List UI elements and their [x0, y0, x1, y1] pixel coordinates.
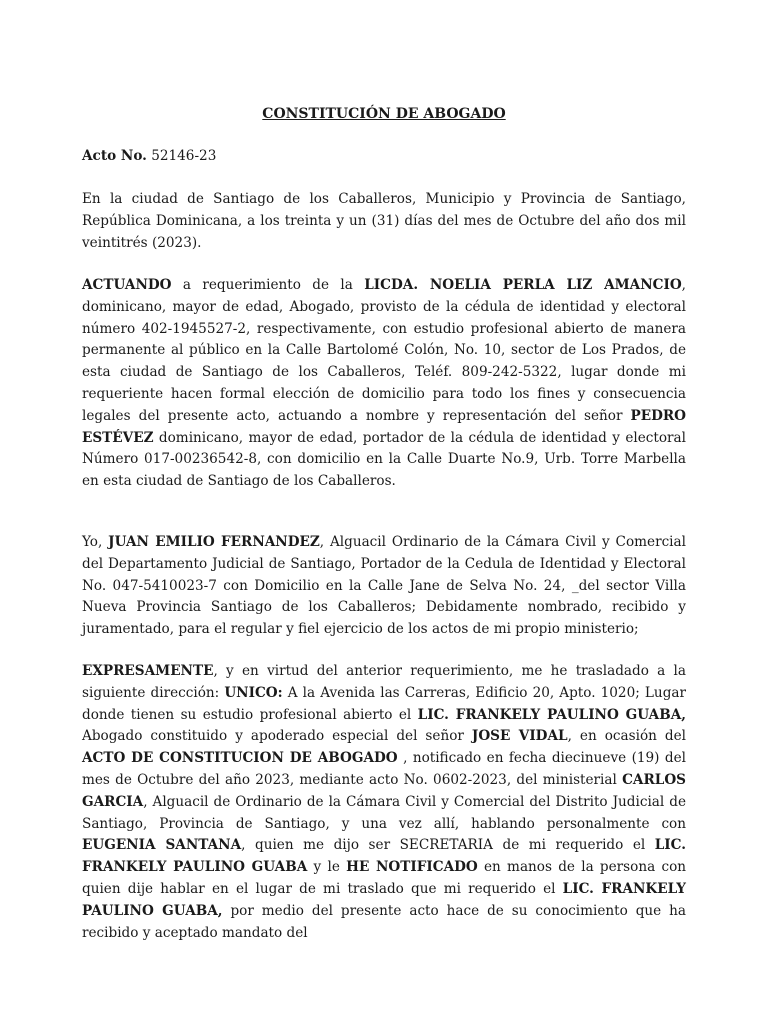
- bold-text: PEDRO ESTÉVEZ: [82, 407, 686, 446]
- body-text: , notificado en fecha diecinueve (19) del mes de Octubre del año 2023, mediante acto No. 0602-2023, del ministerial: [82, 750, 687, 788]
- bold-text: JUAN EMILIO FERNANDEZ: [108, 534, 320, 550]
- document-title: CONSTITUCIÓN DE ABOGADO: [262, 106, 506, 122]
- paragraph-alguacil: [82, 532, 686, 641]
- body-text: , Alguacil Ordinario de la Cámara Civil y Comercial del Departamento Judicial de Santiago, Portador de la Cedula de Identidad y Electoral No. 047-5410023-7 con Domicilio en la Calle Jane de Selva No. 24, _del sector Villa Nueva Provincia Santiago de los Caballeros; Debidamente nombrado, recibido y juramentado, para el regular y fiel ejercicio de los actos de mi propio ministerio;: [82, 534, 686, 638]
- paragraph-actuando: [82, 275, 686, 493]
- bold-text: JOSE VIDAL: [471, 728, 568, 745]
- body-text: , dominicano, mayor de edad, Abogado, provisto de la cédula de identidad y electoral número 402-1945527-2, respectivamente, con estudio profesional abierto de manera permanente al público en la Calle Bartolomé Colón, No. 10, sector de Los Prados, de esta ciudad de Santiago de los Caballeros, Teléf. 809-242-5322, lugar donde mi requeriente hacen formal elección de domicilio para todo los fines y consecuencia legales del presente acto, actuando a nombre y representación del señor: [82, 277, 686, 424]
- body-text: A la Avenida las Carreras, Edificio 20, Apto. 1020; Lugar donde tienen su estudio profesional abierto el: [82, 684, 686, 723]
- paragraph-date: En la ciudad de Santiago de los Caballeros, Municipio y Provincia de Santiago, República Dominicana, a los treinta y un (31) días del mes de Octubre del año dos mil veintitrés (2023).: [82, 191, 686, 251]
- bold-text: LIC. FRANKELY PAULINO GUABA,: [417, 706, 686, 723]
- bold-text: EUGENIA SANTANA: [82, 837, 242, 854]
- body-text: , quien me dijo ser SECRETARIA de mi requerido el: [241, 837, 655, 854]
- body-text: por medio del presente acto hace de su conocimiento que ha recibido y aceptado mandato del: [82, 902, 687, 941]
- bold-text: LIC. FRANKELY PAULINO GUABA,: [82, 880, 686, 919]
- bold-text: ACTO DE CONSTITUCION DE ABOGADO: [82, 750, 398, 767]
- bold-text: UNICO:: [224, 684, 283, 701]
- bold-text: LICDA. NOELIA PERLA LIZ AMANCIO: [364, 277, 682, 293]
- body-text: dominicano, mayor de edad, portador de la cédula de identidad y electoral Número 017-00236542-8, con domicilio en la Calle Duarte No.9, Urb. Torre Marbella en esta ciudad de Santiago de los Caballeros.: [82, 429, 686, 490]
- body-text: , en ocasión del: [567, 728, 687, 745]
- bold-text: HE NOTIFICADO: [346, 859, 478, 876]
- body-text: a requerimiento de la: [171, 277, 365, 293]
- bold-text: LIC. FRANKELY PAULINO GUABA: [82, 837, 686, 876]
- body-text: , Alguacil de Ordinario de la Cámara Civil y Comercial del Distrito Judicial de Santiago, Provincia de Santiago, y una vez allí, hablando personalmente con: [82, 793, 686, 832]
- body-text: en manos de la persona con quien dije hablar en el lugar de mi traslado que mi requerido el: [82, 859, 687, 897]
- body-text: y le: [307, 859, 347, 876]
- bold-text: CARLOS GARCIA: [82, 771, 686, 810]
- bold-text: EXPRESAMENTE: [82, 663, 214, 679]
- acto-number: 52146-23: [146, 148, 217, 164]
- acto-label: Acto No.: [82, 148, 147, 164]
- body-text: , y en virtud del anterior requerimiento, me he trasladado a la siguiente dirección:: [82, 663, 686, 701]
- body-text: Yo,: [82, 534, 109, 550]
- paragraph-expresamente: [82, 661, 686, 944]
- acto-number-line: [82, 146, 686, 168]
- bold-text: ACTUANDO: [82, 277, 172, 293]
- body-text: Abogado constituido y apoderado especial del señor: [82, 728, 472, 745]
